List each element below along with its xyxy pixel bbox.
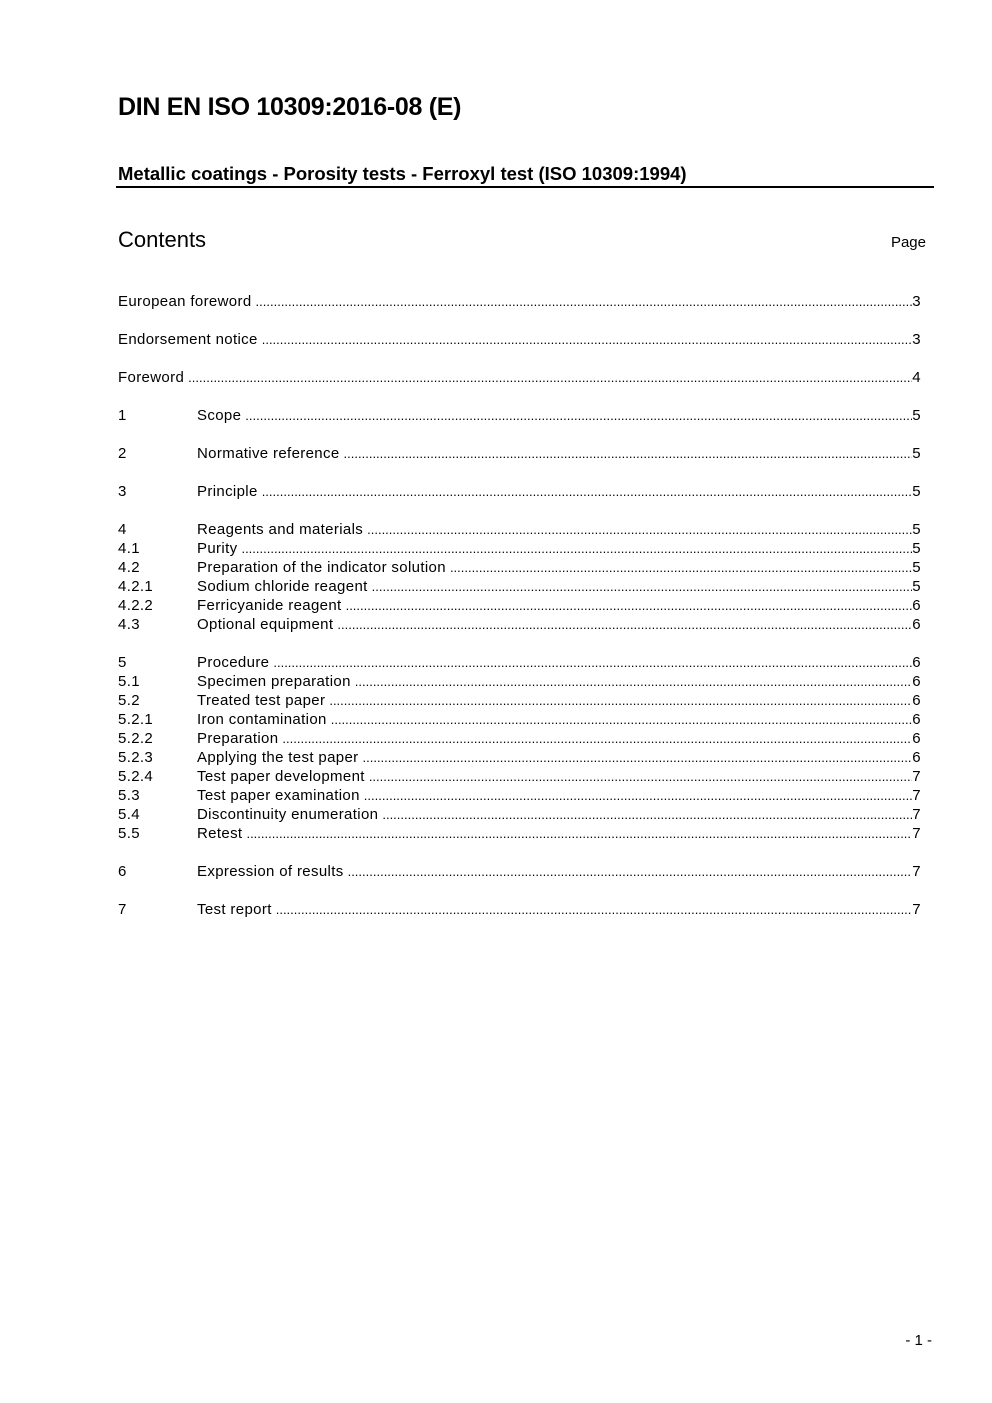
- toc-entry-page: 6: [912, 597, 921, 614]
- toc-entry-number: 4.3: [118, 616, 140, 633]
- toc-entry-title: Applying the test paper: [197, 749, 359, 766]
- toc-entry-number: 4.1: [118, 540, 140, 557]
- toc-entry-number: 5.2.4: [118, 768, 154, 785]
- subtitle-divider: [116, 186, 934, 188]
- toc-entry-page: 6: [912, 654, 921, 671]
- toc-entry-number: 7: [118, 901, 127, 918]
- toc-entry-5-3[interactable]: [118, 786, 921, 805]
- toc-entry-page: 6: [912, 749, 921, 766]
- toc-entry-title: Normative reference: [197, 445, 340, 462]
- toc-dot-leader: [369, 767, 912, 786]
- toc-dot-leader: [245, 406, 912, 425]
- toc-entry-foreword[interactable]: [118, 368, 921, 387]
- toc-entry-number: 5.2: [118, 692, 140, 709]
- toc-dot-leader: [450, 558, 912, 577]
- toc-entry-page: 3: [912, 293, 921, 310]
- toc-entry-page: 4: [912, 369, 921, 386]
- toc-entry-title: Ferricyanide reagent: [197, 597, 342, 614]
- toc-entry-title: Specimen preparation: [197, 673, 351, 690]
- toc-entry-number: 4.2.1: [118, 578, 154, 595]
- toc-dot-leader: [329, 691, 912, 710]
- toc-dot-leader: [355, 672, 913, 691]
- toc-entry-page: 6: [912, 673, 921, 690]
- toc-dot-leader: [188, 368, 912, 387]
- toc-entry-4-2[interactable]: [118, 558, 921, 577]
- toc-entry-number: 5.5: [118, 825, 140, 842]
- toc-entry-page: 7: [912, 787, 921, 804]
- toc-entry-number: 3: [118, 483, 127, 500]
- toc-dot-leader: [276, 900, 913, 919]
- toc-entry-number: 5.3: [118, 787, 140, 804]
- document-title: DIN EN ISO 10309:2016-08 (E): [118, 93, 462, 121]
- toc-entry-number: 5.2.1: [118, 711, 154, 728]
- toc-entry-page: 7: [912, 825, 921, 842]
- toc-entry-5[interactable]: [118, 653, 921, 672]
- toc-entry-5-2-4[interactable]: [118, 767, 921, 786]
- toc-dot-leader: [241, 539, 912, 558]
- page-number: - 1 -: [905, 1332, 932, 1349]
- toc-dot-leader: [282, 729, 912, 748]
- toc-entry-number: 4: [118, 521, 127, 538]
- toc-entry-title: Iron contamination: [197, 711, 327, 728]
- toc-entry-page: 5: [912, 540, 921, 557]
- toc-entry-european-foreword[interactable]: [118, 292, 921, 311]
- toc-entry-4-2-1[interactable]: [118, 577, 921, 596]
- toc-dot-leader: [337, 615, 912, 634]
- toc-entry-title: Scope: [197, 407, 242, 424]
- toc-entry-5-4[interactable]: [118, 805, 921, 824]
- toc-entry-page: 6: [912, 692, 921, 709]
- toc-entry-title: Purity: [197, 540, 238, 557]
- toc-entry-title: Foreword: [118, 369, 185, 386]
- toc-entry-5-2[interactable]: [118, 691, 921, 710]
- toc-entry-5-2-3[interactable]: [118, 748, 921, 767]
- toc-dot-leader: [262, 482, 913, 501]
- toc-entry-title: Discontinuity enumeration: [197, 806, 379, 823]
- toc-entry-number: 1: [118, 407, 127, 424]
- toc-entry-page: 7: [912, 863, 921, 880]
- toc-entry-title: Retest: [197, 825, 243, 842]
- toc-entry-6[interactable]: [118, 862, 921, 881]
- toc-entry-title: Sodium chloride reagent: [197, 578, 368, 595]
- toc-entry-page: 5: [912, 407, 921, 424]
- toc-entry-number: 5: [118, 654, 127, 671]
- toc-entry-4-2-2[interactable]: [118, 596, 921, 615]
- toc-dot-leader: [331, 710, 913, 729]
- page-column-heading: Page: [890, 234, 926, 251]
- toc-entry-page: 7: [912, 901, 921, 918]
- toc-entry-page: 7: [912, 768, 921, 785]
- toc-entry-number: 5.1: [118, 673, 140, 690]
- toc-entry-title: Preparation: [197, 730, 279, 747]
- toc-entry-2[interactable]: [118, 444, 921, 463]
- toc-dot-leader: [273, 653, 912, 672]
- toc-dot-leader: [256, 292, 913, 311]
- toc-entry-number: 5.2.2: [118, 730, 154, 747]
- toc-entry-page: 3: [912, 331, 921, 348]
- toc-entry-number: 4.2.2: [118, 597, 154, 614]
- toc-dot-leader: [346, 596, 913, 615]
- toc-entry-3[interactable]: [118, 482, 921, 501]
- toc-dot-leader: [348, 862, 913, 881]
- toc-entry-number: 5.4: [118, 806, 140, 823]
- toc-entry-number: 2: [118, 445, 127, 462]
- toc-dot-leader: [363, 748, 913, 767]
- toc-entry-page: 5: [912, 521, 921, 538]
- toc-dot-leader: [382, 805, 912, 824]
- toc-entry-5-2-1[interactable]: [118, 710, 921, 729]
- toc-entry-title: Preparation of the indicator solution: [197, 559, 446, 576]
- toc-dot-leader: [344, 444, 913, 463]
- toc-entry-number: 5.2.3: [118, 749, 154, 766]
- toc-entry-page: 5: [912, 445, 921, 462]
- toc-entry-4[interactable]: [118, 520, 921, 539]
- contents-heading: Contents: [118, 227, 207, 252]
- toc-entry-4-1[interactable]: [118, 539, 921, 558]
- toc-entry-page: 6: [912, 730, 921, 747]
- toc-dot-leader: [367, 520, 912, 539]
- toc-entry-4-3[interactable]: [118, 615, 921, 634]
- toc-entry-page: 5: [912, 578, 921, 595]
- toc-entry-title: Reagents and materials: [197, 521, 364, 538]
- toc-dot-leader: [246, 824, 912, 843]
- toc-entry-title: Test paper examination: [197, 787, 360, 804]
- document-subtitle: Metallic coatings - Porosity tests - Ferroxyl test (ISO 10309:1994): [118, 163, 687, 184]
- toc-entry-title: European foreword: [118, 293, 252, 310]
- toc-entry-title: Procedure: [197, 654, 270, 671]
- toc-entry-number: 6: [118, 863, 127, 880]
- toc-entry-page: 6: [912, 616, 921, 633]
- toc-entry-title: Test report: [197, 901, 272, 918]
- toc-dot-leader: [262, 330, 913, 349]
- toc-entry-title: Treated test paper: [197, 692, 326, 709]
- toc-entry-title: Expression of results: [197, 863, 344, 880]
- toc-entry-5-2-2[interactable]: [118, 729, 921, 748]
- toc-dot-leader: [364, 786, 913, 805]
- toc-entry-title: Optional equipment: [197, 616, 334, 633]
- toc-entry-5-5[interactable]: [118, 824, 921, 843]
- toc-entry-title: Endorsement notice: [118, 331, 258, 348]
- toc-entry-7[interactable]: [118, 900, 921, 919]
- toc-entry-endorsement-notice[interactable]: [118, 330, 921, 349]
- toc-entry-title: Principle: [197, 483, 258, 500]
- toc-entry-page: 7: [912, 806, 921, 823]
- toc-entry-page: 6: [912, 711, 921, 728]
- toc-entry-title: Test paper development: [197, 768, 365, 785]
- toc-entry-1[interactable]: [118, 406, 921, 425]
- toc-dot-leader: [372, 577, 913, 596]
- toc-entry-5-1[interactable]: [118, 672, 921, 691]
- toc-entry-page: 5: [912, 483, 921, 500]
- toc-entry-number: 4.2: [118, 559, 140, 576]
- toc-entry-page: 5: [912, 559, 921, 576]
- table-of-contents: [118, 292, 921, 919]
